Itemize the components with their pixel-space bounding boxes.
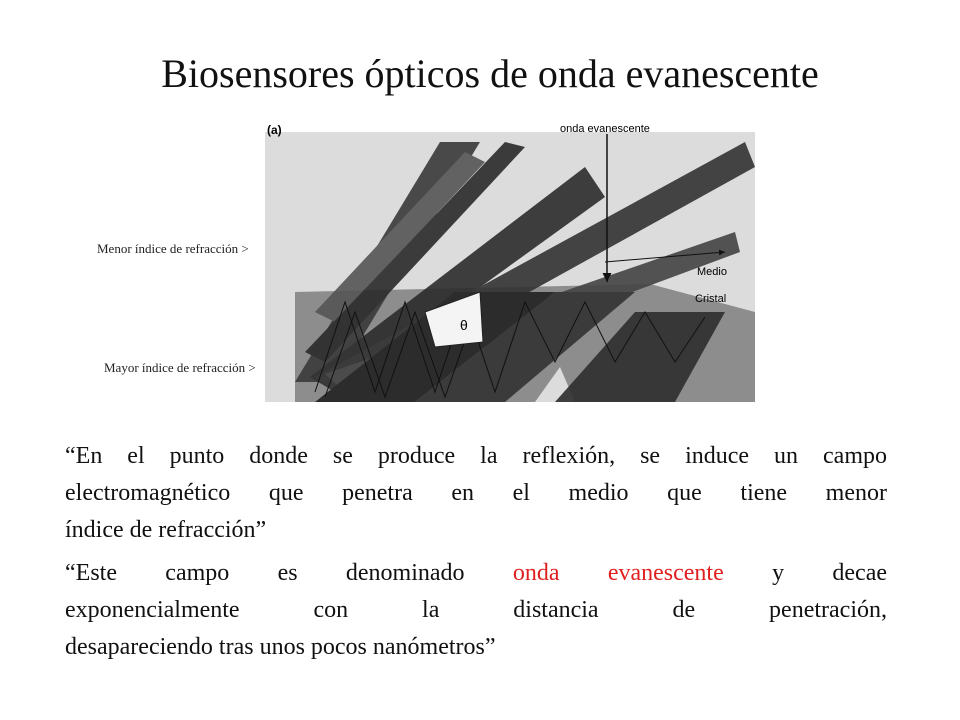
slide-title: Biosensores ópticos de onda evanescente (161, 51, 819, 96)
top-label: onda evanescente (560, 123, 650, 135)
evanescent-highlight: onda evanescente (512, 560, 724, 586)
paragraph1-line2: electromagnético que penetra en el medio que tiene menor (65, 480, 887, 506)
paragraph-reflection (65, 438, 887, 549)
lower-index-label: Menor índice de refracción > (97, 241, 249, 256)
paragraph1-line1: “En el punto donde se produce la reflexión, se induce un campo (65, 443, 887, 469)
evanescent-wave-figure (255, 112, 785, 422)
paragraph2-line1 (65, 555, 887, 592)
paragraph1-line3: índice de refracción” (65, 517, 267, 543)
medium-label: Medio (697, 266, 727, 278)
higher-index-label: Mayor índice de refracción > (104, 360, 256, 375)
figure-svg (255, 112, 785, 422)
paragraph2-line1-post: y decae (723, 560, 888, 586)
panel-label: (a) (267, 123, 282, 137)
paragraph2-line3: desapareciendo tras unos pocos nanómetros” (65, 634, 496, 660)
paragraph-evanescent (65, 555, 887, 666)
crystal-label: Cristal (695, 293, 727, 305)
paragraph2-line1-pre: “Este campo es denominado (65, 560, 513, 586)
paragraph2-line2: exponencialmente con la distancia de penetración, (65, 597, 887, 623)
angle-label: θ (460, 317, 468, 333)
